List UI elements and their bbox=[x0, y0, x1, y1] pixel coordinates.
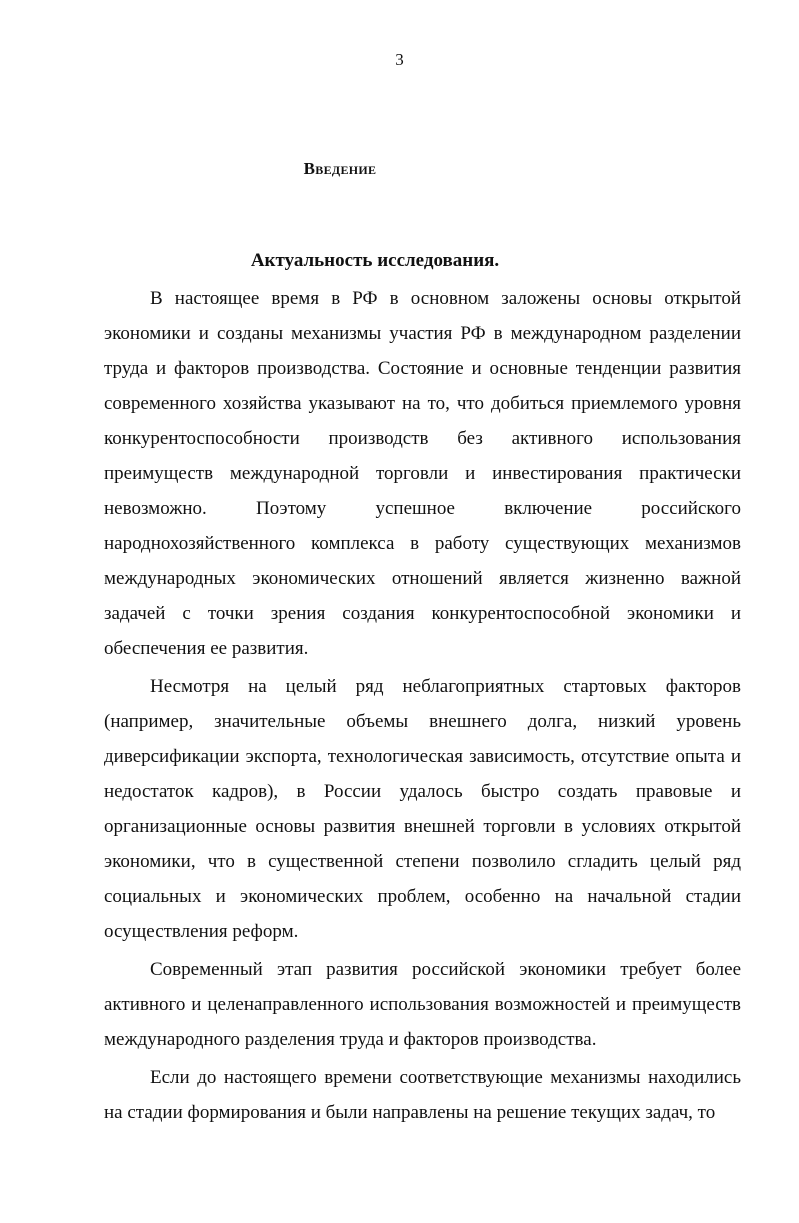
paragraph: Несмотря на целый ряд неблагоприятных стартовых факторов (например, значительные объемы внешнего долга, низкий уровень диверсификации экспорта, технологическая зависимость, отсутствие опыта и недостаток кадров), в России удалось быстро создать правовые и организационные основы развития внешней торговли в условиях открытой экономики, что в существенной степени позволило сгладить целый ряд социальных и экономических проблем, особенно на начальной стадии осуществления реформ. bbox=[104, 676, 741, 942]
subsection-heading: Актуальность исследования. bbox=[250, 250, 500, 271]
page-number: 3 bbox=[395, 50, 404, 69]
paragraph: Если до настоящего времени соответствующие механизмы находились на стадии формирования и были направлены на решение текущих задач, то bbox=[104, 1067, 741, 1123]
paragraph: Современный этап развития российской экономики требует более активного и целенаправленного использования возможностей и преимуществ международного разделения труда и факторов производства. bbox=[104, 959, 741, 1050]
section-heading: Введение bbox=[303, 159, 377, 178]
paragraph: В настоящее время в РФ в основном заложены основы открытой экономики и созданы механизмы участия РФ в международном разделении труда и факторов производства. Состояние и основные тенденции развития современного хозяйства указывают на то, что добиться приемлемого уровня конкурентоспособности производств без активного использования преимуществ международной торговли и инвестирования практически невозможно. Поэтому успешное включение российского народнохозяйственного комплекса в работу существующих механизмов международных экономических отношений является жизненно важной задачей с точки зрения создания конкурентоспособной экономики и обеспечения ее развития. bbox=[104, 288, 741, 659]
body-text bbox=[104, 281, 741, 1130]
